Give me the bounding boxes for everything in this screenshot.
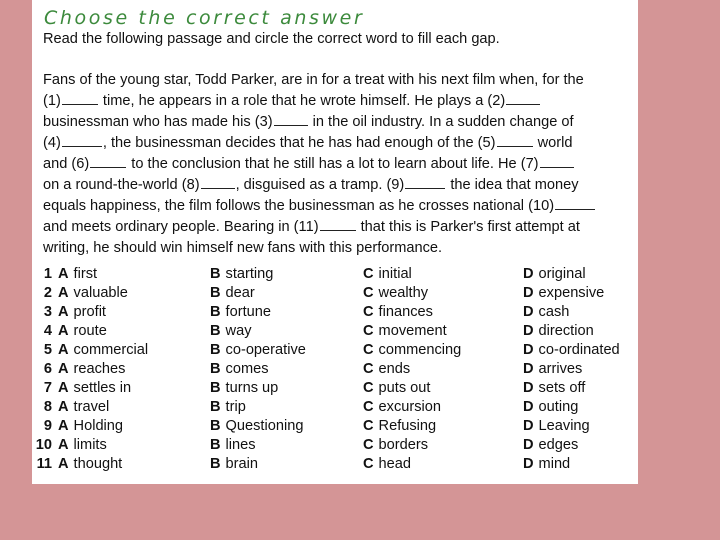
option-row <box>32 304 638 323</box>
option-word: limits <box>73 437 107 453</box>
option-letter: A <box>58 418 69 434</box>
answer-option-a[interactable] <box>58 399 109 415</box>
answer-option-d[interactable] <box>523 418 590 434</box>
passage-text: that this is Parker's first attempt at <box>356 219 580 235</box>
answer-option-b[interactable] <box>210 437 256 453</box>
option-row <box>32 361 638 380</box>
option-word: trip <box>225 399 246 415</box>
worksheet <box>32 0 638 484</box>
option-word: fortune <box>225 304 271 320</box>
option-word: expensive <box>538 285 605 301</box>
option-row <box>32 399 638 418</box>
option-word: travel <box>73 399 110 415</box>
passage-text: , the businessman decides that he has had enough of the (5) <box>102 135 496 151</box>
option-word: Refusing <box>378 418 437 434</box>
question-number: 9 <box>43 418 52 434</box>
answer-option-c[interactable] <box>363 266 412 282</box>
option-row <box>32 323 638 342</box>
passage-text: world <box>533 135 573 151</box>
answer-option-b[interactable] <box>210 380 278 396</box>
gap-blank <box>320 218 356 231</box>
option-word: head <box>378 456 412 472</box>
option-letter: B <box>210 418 221 434</box>
option-letter: A <box>58 361 69 377</box>
answer-option-c[interactable] <box>363 437 428 453</box>
answer-option-a[interactable] <box>58 456 122 472</box>
answer-option-d[interactable] <box>523 361 582 377</box>
passage-text: and (6) <box>43 156 90 172</box>
option-word: finances <box>378 304 433 320</box>
answer-option-c[interactable] <box>363 304 433 320</box>
question-number: 5 <box>43 342 52 358</box>
option-letter: B <box>210 323 221 339</box>
option-row <box>32 456 638 475</box>
worksheet-title: Choose the correct answer <box>44 7 365 29</box>
option-letter: D <box>523 285 534 301</box>
option-word: arrives <box>538 361 583 377</box>
passage-text: (4) <box>43 135 61 151</box>
option-word: first <box>73 266 98 282</box>
option-row <box>32 437 638 456</box>
answer-option-d[interactable] <box>523 285 604 301</box>
option-row <box>32 342 638 361</box>
passage-line <box>43 238 638 259</box>
option-letter: A <box>58 323 69 339</box>
answer-option-a[interactable] <box>58 323 107 339</box>
answer-option-b[interactable] <box>210 418 303 434</box>
option-letter: B <box>210 437 221 453</box>
answer-option-c[interactable] <box>363 361 410 377</box>
passage-text: and meets ordinary people. Bearing in (11) <box>43 219 319 235</box>
passage-text: to the conclusion that he still has a lot to learn about life. He (7) <box>127 156 539 172</box>
option-letter: A <box>58 399 69 415</box>
gap-blank <box>62 134 102 147</box>
question-number: 11 <box>36 456 52 472</box>
option-word: dear <box>225 285 255 301</box>
option-word: Leaving <box>538 418 590 434</box>
answer-option-b[interactable] <box>210 361 269 377</box>
option-word: Holding <box>73 418 124 434</box>
option-letter: A <box>58 304 69 320</box>
option-word: settles in <box>73 380 132 396</box>
answer-option-a[interactable] <box>58 285 128 301</box>
option-letter: B <box>210 342 221 358</box>
option-word: turns up <box>225 380 279 396</box>
option-letter: B <box>210 361 221 377</box>
option-letter: D <box>523 266 534 282</box>
option-letter: B <box>210 285 221 301</box>
gap-blank <box>497 134 533 147</box>
option-letter: A <box>58 456 69 472</box>
option-word: thought <box>73 456 123 472</box>
option-word: Questioning <box>225 418 304 434</box>
answer-option-d[interactable] <box>523 323 594 339</box>
option-word: movement <box>378 323 447 339</box>
option-letter: D <box>523 456 534 472</box>
option-letter: B <box>210 456 221 472</box>
answer-option-d[interactable] <box>523 266 586 282</box>
gap-blank <box>201 176 235 189</box>
option-word: excursion <box>378 399 442 415</box>
question-number: 8 <box>43 399 52 415</box>
passage-line <box>43 154 638 175</box>
answer-option-c[interactable] <box>363 342 461 358</box>
passage-text: equals happiness, the film follows the businessman as he crosses national (10) <box>43 198 555 214</box>
option-letter: A <box>58 380 69 396</box>
passage-line <box>43 133 638 154</box>
option-letter: D <box>523 323 534 339</box>
passage-text: businessman who has made his (3) <box>43 114 273 130</box>
answer-option-a[interactable] <box>58 380 131 396</box>
option-letter: D <box>523 304 534 320</box>
question-number: 3 <box>43 304 52 320</box>
answer-option-b[interactable] <box>210 304 271 320</box>
passage-line <box>43 91 638 112</box>
option-letter: C <box>363 304 374 320</box>
answer-option-c[interactable] <box>363 285 428 301</box>
answer-option-a[interactable] <box>58 418 123 434</box>
option-letter: D <box>523 437 534 453</box>
option-word: co-operative <box>225 342 306 358</box>
passage-text: writing, he should win himself new fans with this performance. <box>43 240 443 256</box>
option-letter: A <box>58 285 69 301</box>
gap-blank <box>62 92 98 105</box>
reading-passage <box>43 70 638 259</box>
passage-text: the idea that money <box>446 177 579 193</box>
option-word: commencing <box>378 342 462 358</box>
option-row <box>32 380 638 399</box>
question-number: 10 <box>35 437 52 453</box>
answer-option-a[interactable] <box>58 304 106 320</box>
option-letter: C <box>363 266 374 282</box>
answer-option-b[interactable] <box>210 285 255 301</box>
option-row <box>32 285 638 304</box>
option-word: borders <box>378 437 429 453</box>
passage-text: (1) <box>43 93 61 109</box>
option-letter: C <box>363 323 374 339</box>
answer-option-d[interactable] <box>523 304 569 320</box>
option-letter: D <box>523 418 534 434</box>
option-letter: A <box>58 266 69 282</box>
option-word: outing <box>538 399 579 415</box>
option-letter: D <box>523 399 534 415</box>
option-letter: D <box>523 342 534 358</box>
gap-blank <box>274 113 308 126</box>
passage-text: time, he appears in a role that he wrote himself. He plays a (2) <box>98 93 506 109</box>
answer-option-c[interactable] <box>363 418 436 434</box>
option-word: direction <box>538 323 594 339</box>
passage-text: Fans of the young star, Todd Parker, are in for a treat with his next film when, for the <box>43 72 584 88</box>
option-row <box>32 266 638 285</box>
instruction-text: Read the following passage and circle the correct word to fill each gap. <box>43 31 500 47</box>
answer-option-c[interactable] <box>363 456 411 472</box>
option-word: commercial <box>73 342 149 358</box>
option-word: reaches <box>73 361 126 377</box>
option-letter: C <box>363 456 374 472</box>
option-letter: B <box>210 399 221 415</box>
question-number: 4 <box>43 323 52 339</box>
question-number: 2 <box>43 285 52 301</box>
option-word: comes <box>225 361 269 377</box>
option-word: valuable <box>73 285 128 301</box>
answer-option-c[interactable] <box>363 380 430 396</box>
option-letter: A <box>58 437 69 453</box>
option-letter: D <box>523 361 534 377</box>
question-number: 7 <box>43 380 52 396</box>
answer-option-b[interactable] <box>210 456 258 472</box>
option-letter: C <box>363 361 374 377</box>
passage-line <box>43 112 638 133</box>
option-word: original <box>538 266 586 282</box>
option-letter: C <box>363 418 374 434</box>
option-word: sets off <box>538 380 586 396</box>
option-word: ends <box>378 361 411 377</box>
answer-option-c[interactable] <box>363 323 447 339</box>
option-letter: B <box>210 266 221 282</box>
option-word: wealthy <box>378 285 429 301</box>
passage-text: , disguised as a tramp. (9) <box>235 177 405 193</box>
question-number: 1 <box>43 266 52 282</box>
answer-option-b[interactable] <box>210 399 246 415</box>
option-word: co-ordinated <box>538 342 620 358</box>
passage-line <box>43 175 638 196</box>
answer-option-a[interactable] <box>58 361 125 377</box>
passage-line <box>43 196 638 217</box>
answer-option-a[interactable] <box>58 437 107 453</box>
passage-text: on a round-the-world (8) <box>43 177 200 193</box>
option-row <box>32 418 638 437</box>
gap-blank <box>90 155 126 168</box>
option-word: mind <box>538 456 571 472</box>
question-number: 6 <box>43 361 52 377</box>
option-word: profit <box>73 304 106 320</box>
option-letter: A <box>58 342 69 358</box>
answer-option-d[interactable] <box>523 342 620 358</box>
option-word: brain <box>225 456 258 472</box>
option-letter: C <box>363 342 374 358</box>
answer-options-list <box>32 266 638 475</box>
passage-line <box>43 217 638 238</box>
passage-line <box>43 70 638 91</box>
option-letter: C <box>363 380 374 396</box>
answer-option-a[interactable] <box>58 266 97 282</box>
gap-blank <box>506 92 540 105</box>
gap-blank <box>540 155 574 168</box>
option-letter: B <box>210 380 221 396</box>
option-letter: D <box>523 380 534 396</box>
option-letter: C <box>363 399 374 415</box>
option-letter: C <box>363 437 374 453</box>
option-word: puts out <box>378 380 431 396</box>
option-word: lines <box>225 437 256 453</box>
option-word: starting <box>225 266 274 282</box>
answer-option-b[interactable] <box>210 323 252 339</box>
option-word: way <box>225 323 252 339</box>
answer-option-d[interactable] <box>523 380 585 396</box>
option-word: edges <box>538 437 579 453</box>
option-letter: B <box>210 304 221 320</box>
option-word: cash <box>538 304 570 320</box>
answer-option-d[interactable] <box>523 437 578 453</box>
answer-option-d[interactable] <box>523 399 578 415</box>
option-word: initial <box>378 266 412 282</box>
option-letter: C <box>363 285 374 301</box>
passage-text: in the oil industry. In a sudden change of <box>308 114 574 130</box>
answer-option-c[interactable] <box>363 399 441 415</box>
answer-option-a[interactable] <box>58 342 148 358</box>
answer-option-b[interactable] <box>210 342 306 358</box>
option-word: route <box>73 323 107 339</box>
gap-blank <box>555 197 595 210</box>
answer-option-b[interactable] <box>210 266 273 282</box>
gap-blank <box>405 176 445 189</box>
answer-option-d[interactable] <box>523 456 570 472</box>
